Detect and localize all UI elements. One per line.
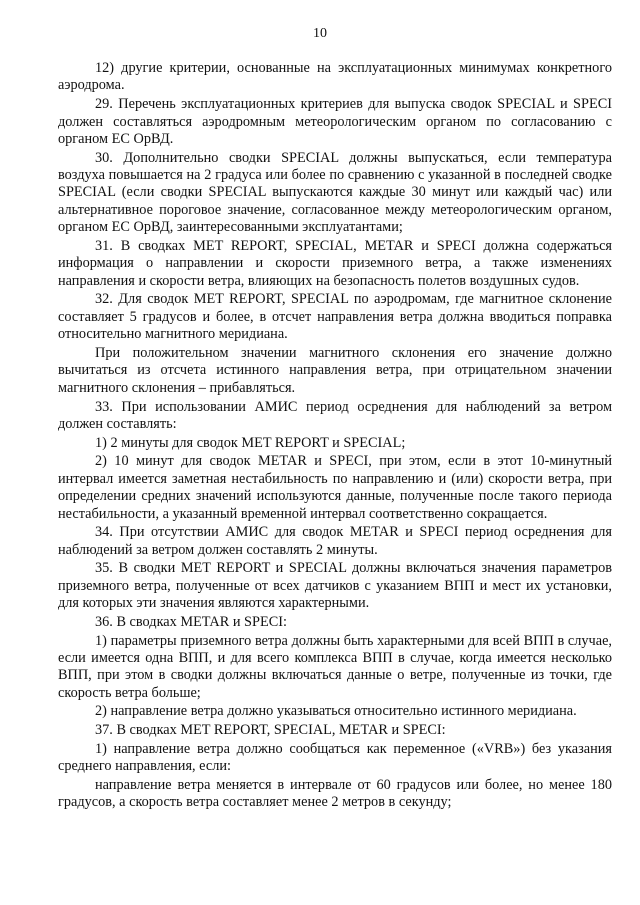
paragraph: направление ветра меняется в интервале от 60 градусов или более, но менее 180 градусов, а скорость ветра составляет менее 2 метров в секунду; bbox=[58, 777, 612, 811]
paragraph: 12) другие критерии, основанные на эксплуатационных минимумах конкретного аэродрома. bbox=[58, 60, 612, 94]
paragraph: 36. В сводках METAR и SPECI: bbox=[95, 613, 287, 630]
paragraph: 29. Перечень эксплуатационных критериев для выпуска сводок SPECIAL и SPECI должен составляться аэродромным метеорологическим органом по согласованию с органом ЕС ОрВД. bbox=[58, 96, 612, 147]
paragraph: 2) направление ветра должно указываться относительно истинного меридиана. bbox=[95, 703, 577, 720]
paragraph: 30. Дополнительно сводки SPECIAL должны выпускаться, если температура воздуха повышается на 2 градуса или более по сравнению с указанной в последней сводке SPECIAL (если сводки SPECIAL выпускаются каждые 30 минут или каждый час) или альтернативное пороговое значение, согласованное между метеорологическим органом, органом ЕС ОрВД, заинтересованными эксплуатантами; bbox=[58, 149, 612, 236]
paragraph: 31. В сводках MET REPORT, SPECIAL, METAR и SPECI должна содержаться информация о направлении и скорости приземного ветра, а также изменениях направления и скорости ветра, влияющих на безопасность полетов воздушных судов. bbox=[58, 237, 612, 289]
paragraph: 37. В сводках MET REPORT, SPECIAL, METAR и SPECI: bbox=[95, 722, 446, 739]
paragraph: 1) параметры приземного ветра должны быть характерными для всей ВПП в случае, если имеется одна ВПП, и для всего комплекса ВПП в случае, когда имеется несколько ВПП, при этом в сводки должны включаться данные о ветре, полученные из точки, где скорость ветра больше; bbox=[58, 632, 612, 701]
paragraph: 2) 10 минут для сводок METAR и SPECI, при этом, если в этот 10-минутный интервал имеется заметная нестабильность по направлению и (или) скорости ветра, при определении средних значений используются данные, полученные после такого периода нестабильности, а указанный временной интервал соответственно сокращается. bbox=[58, 453, 612, 522]
paragraph: 35. В сводки MET REPORT и SPECIAL должны включаться значения параметров приземного ветра, полученные от всех датчиков с указанием ВПП и мест их установки, для которых эти значения являются характерными. bbox=[58, 560, 612, 612]
paragraph: При положительном значении магнитного склонения его значение должно вычитаться из отсчета истинного направления ветра, при отрицательном значении магнитного склонения – прибавляться. bbox=[58, 344, 612, 396]
paragraph: 33. При использовании АМИС период осреднения для наблюдений за ветром должен составлять: bbox=[58, 398, 612, 432]
paragraph: 32. Для сводок MET REPORT, SPECIAL по аэродромам, где магнитное склонение составляет 5 градусов и более, в отсчет направления ветра должна вводиться поправка относительно магнитного меридиана. bbox=[58, 291, 612, 343]
paragraph: 34. При отсутствии АМИС для сводок METAR и SPECI период осреднения для наблюдений за ветром должен составлять 2 минуты. bbox=[58, 524, 612, 558]
page-number: 10 bbox=[313, 26, 327, 41]
paragraph: 1) направление ветра должно сообщаться как переменное («VRB») без указания среднего направления, если: bbox=[58, 740, 612, 775]
paragraph: 1) 2 минуты для сводок MET REPORT и SPECIAL; bbox=[95, 434, 406, 451]
document-body bbox=[58, 60, 612, 813]
